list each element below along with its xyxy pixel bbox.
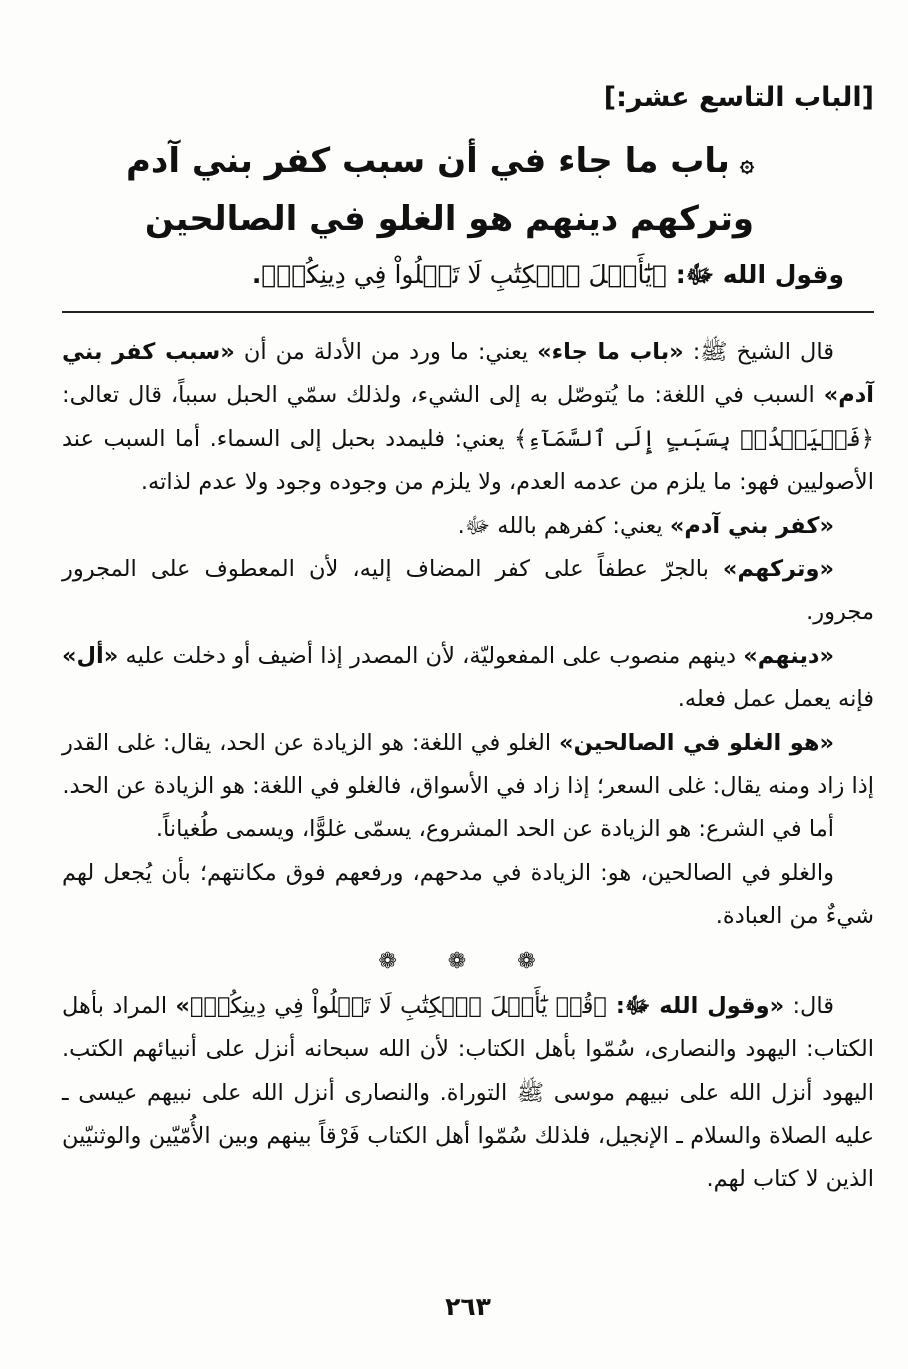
p1-e: السبب في اللغة: ما يُتوصّل به إلى الشيء، ولذلك سمّي الحبل سبباً، قال تعالى: (62, 382, 824, 409)
chapter-label: [الباب التاسع عشر:] (603, 82, 874, 113)
p3-a: «وتركهم» (722, 556, 834, 583)
paragraph-1 (62, 331, 874, 505)
divider-rule (62, 311, 874, 313)
paragraph-2 (62, 505, 874, 548)
p1-b: «باب ما جاء» (537, 339, 684, 365)
p1-d: «سبب كفر بني آدم» (62, 339, 874, 409)
p8-a: قال: (784, 992, 834, 1019)
p4-d: فإنه يعمل عمل فعله. (677, 686, 874, 713)
chapter-title-line-1 (34, 132, 754, 192)
p8-d: » (175, 992, 190, 1019)
book-page (62, 0, 874, 1369)
commentary-body (62, 331, 874, 1202)
p4-b: دينهم منصوب على المفعوليّة، لأن المصدر إذا أضيف أو دخلت عليه (118, 642, 744, 669)
title-text-1: باب ما جاء في أن سبب كفر بني آدم (125, 141, 730, 181)
paragraph-8 (62, 985, 874, 1202)
p4-c: «أل» (62, 642, 119, 669)
p1-a: قال الشيخ ﷺ: (683, 339, 835, 365)
paragraph-6: أما في الشرع: هو الزيادة عن الحد المشروع، يسمّى غلوًّا، ويسمى طُغياناً. (155, 816, 834, 843)
chapter-title-line-2: وتركهم دينهم هو الغلو في الصالحين (144, 199, 754, 239)
ornament-icon: ۞ (739, 148, 754, 177)
p1-c: يعني: ما ورد من الأدلة من أن (234, 339, 538, 365)
p8-b: «وقول الله ﷻ: (606, 992, 785, 1019)
p1-quran: ﴿فَلۡيَمۡدُدۡ بِسَبَبٍ إِلَى ٱلسَّمَآءِ﴾ (514, 425, 874, 452)
p1-g: يعني: فليمدد بحبل إلى السماء. أما السبب عند الأصوليين فهو: ما يلزم من عدمه العدم، ولا يلزم من وجوده وجود ولا عدم لذاته. (62, 425, 874, 496)
p3-b: بالجرّ عطفاً على كفر المضاف إليه، لأن المعطوف على المجرور مجرور. (62, 556, 874, 626)
heading-verse (84, 254, 844, 296)
p8-e: المراد بأهل الكتاب: اليهود والنصارى، سُمّوا بأهل الكتاب: لأن الله سبحانه أنزل على أنبيائهم الكتب. اليهود أنزل الله على نبيهم موسى ﷺ التوراة. والنصارى أنزل الله على نبيهم عيسى ـ عليه الصلاة والسلام ـ الإنجيل، فلذلك سُمّوا أهل الكتاب فَرْقاً بينهم وبين الأُمّيّين والوثنيّين الذين لا كتاب لهم. (62, 992, 874, 1193)
section-separator: ❁ ❁ ❁ (378, 948, 558, 974)
p5-b: الغلو في اللغة: هو الزيادة عن الحد، يقال: غلى القدر إذا زاد ومنه يقال: غلى السعر؛ إذا زاد في الأسواق، فالغلو في اللغة: هو الزيادة عن الحد. (62, 729, 874, 800)
verse-text: ﴿يَٰٓأَهۡلَ ٱلۡكِتَٰبِ لَا تَغۡلُواْ فِي دِينِكُمۡ﴾ (261, 260, 668, 289)
p2-b: يعني: كفرهم بالله ﷻ. (457, 512, 670, 539)
p5-a: «هو الغلو في الصالحين» (559, 729, 834, 756)
verse-intro: وقول الله ﷻ: (667, 260, 844, 289)
paragraph-4 (62, 635, 874, 722)
p4-a: «دينهم» (743, 642, 834, 669)
paragraph-3 (62, 548, 874, 635)
p2-a: «كفر بني آدم» (669, 512, 834, 539)
paragraph-5 (62, 722, 874, 809)
page-number: ٢٦٣ (445, 1292, 491, 1321)
p8-quran: ﴿قُلۡ يَٰٓأَهۡلَ ٱلۡكِتَٰبِ لَا تَغۡلُواْ فِي دِينِكُمۡ﴾ (189, 992, 607, 1019)
verse-end: . (251, 260, 262, 289)
paragraph-7: والغلو في الصالحين، هو: الزيادة في مدحهم، ورفعهم فوق مكانتهم؛ بأن يُجعل لهم شيءٌ من العبادة. (62, 859, 874, 930)
